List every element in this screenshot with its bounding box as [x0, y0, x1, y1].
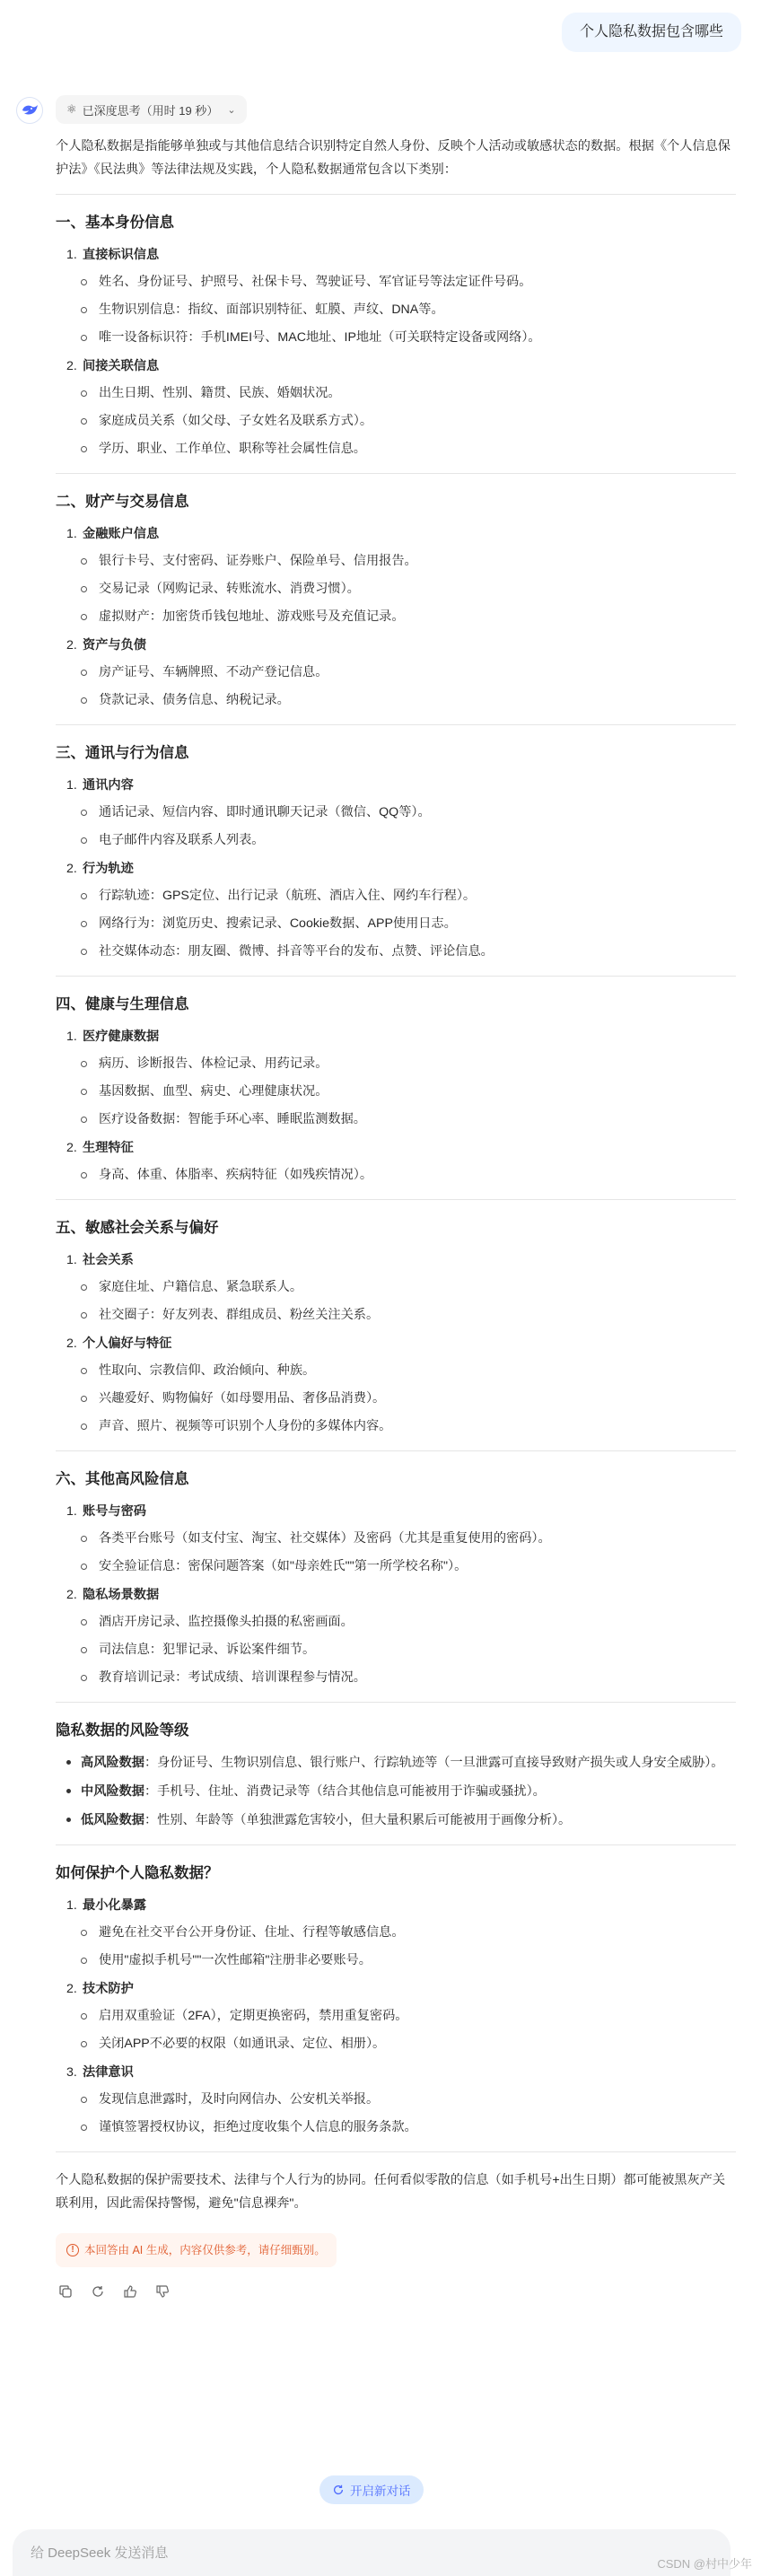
message-input[interactable] — [31, 2545, 479, 2561]
list-group-heading: 社会关系 — [83, 1253, 134, 1267]
list-number: 2. — [66, 1588, 77, 1602]
list-number: 1. — [66, 778, 77, 793]
new-chat-label: 开启新对话 — [350, 2484, 411, 2498]
deepseek-whale-icon — [21, 103, 39, 118]
category-section — [56, 741, 736, 963]
ai-notice — [56, 2233, 337, 2267]
list-item: 通话记录、短信内容、即时通讯聊天记录（微信、QQ等）。 — [56, 801, 736, 824]
divider — [56, 976, 736, 977]
list-group — [56, 243, 736, 267]
risk-label: 中风险数据 — [81, 1784, 144, 1799]
risk-label: 高风险数据 — [81, 1756, 144, 1770]
list-group — [56, 2061, 736, 2084]
list-item: 性取向、宗教信仰、政治倾向、种族。 — [56, 1359, 736, 1382]
sub-list — [56, 1359, 736, 1438]
list-group — [56, 1977, 736, 2001]
list-group-heading: 生理特征 — [83, 1141, 134, 1155]
list-item: 房产证号、车辆牌照、不动产登记信息。 — [56, 661, 736, 684]
sub-list — [56, 1052, 736, 1131]
list-item: 社交媒体动态：朋友圈、微博、抖音等平台的发布、点赞、评论信息。 — [56, 940, 736, 963]
sub-list — [56, 801, 736, 852]
refresh-chat-icon — [332, 2484, 345, 2496]
list-number: 1. — [66, 1898, 77, 1913]
message-input-box — [13, 2529, 731, 2576]
divider — [56, 194, 736, 195]
risk-text: ：手机号、住址、消费记录等（结合其他信息可能被用于诈骗或骚扰）。 — [144, 1784, 546, 1799]
info-icon: ! — [66, 2244, 79, 2256]
list-group — [56, 1136, 736, 1160]
closing-paragraph: 个人隐私数据的保护需要技术、法律与个人行为的协同。任何看似零散的信息（如手机号+出生日期）都可能被黑灰产关联利用，因此需保持警惕，避免"信息裸奔"。 — [56, 2173, 726, 2211]
category-section — [56, 1216, 736, 1438]
list-number: 2. — [66, 1336, 77, 1351]
list-item: 交易记录（网购记录、转账流水、消费习惯）。 — [56, 577, 736, 600]
list-group-heading: 隐私场景数据 — [83, 1588, 160, 1602]
deepseek-avatar — [16, 97, 43, 124]
sub-list — [56, 2004, 736, 2055]
list-item: 姓名、身份证号、护照号、社保卡号、驾驶证号、军官证号等法定证件号码。 — [56, 270, 736, 294]
list-group-heading: 直接标识信息 — [83, 248, 160, 262]
think-label: 已深度思考（用时 19 秒） — [82, 103, 219, 118]
sub-list — [56, 2088, 736, 2139]
risk-item — [56, 1751, 736, 1774]
category-section — [56, 993, 736, 1187]
atom-icon: ⚛ — [66, 102, 77, 116]
risk-item — [56, 1809, 736, 1832]
list-group — [56, 1332, 736, 1355]
list-item: 基因数据、血型、病史、心理健康状况。 — [56, 1080, 736, 1103]
section-title: 六、其他高风险信息 — [56, 1471, 189, 1487]
list-item: 家庭住址、户籍信息、紧急联系人。 — [56, 1275, 736, 1299]
list-group — [56, 774, 736, 797]
list-group — [56, 1894, 736, 1917]
list-number: 2. — [66, 1982, 77, 1996]
category-section — [56, 211, 736, 460]
user-message-bubble: 个人隐私数据包含哪些 — [562, 13, 741, 52]
new-chat-button[interactable] — [319, 2475, 424, 2504]
list-group — [56, 522, 736, 546]
sub-list — [56, 381, 736, 460]
list-number: 2. — [66, 638, 77, 653]
list-item: 身高、体重、体脂率、疾病特征（如残疾情况）。 — [56, 1163, 736, 1187]
list-item: 酒店开房记录、监控摄像头拍摄的私密画面。 — [56, 1610, 736, 1634]
list-number: 1. — [66, 248, 77, 262]
notice-text: 本回答由 AI 生成，内容仅供参考，请仔细甄别。 — [84, 2244, 326, 2256]
list-group-heading: 金融账户信息 — [83, 527, 160, 541]
risk-label: 低风险数据 — [81, 1813, 144, 1827]
list-item: 谨慎签署授权协议，拒绝过度收集个人信息的服务条款。 — [56, 2116, 736, 2139]
risk-text: ：性别、年龄等（单独泄露危害较小，但大量积累后可能被用于画像分析）。 — [144, 1813, 572, 1827]
sub-list — [56, 661, 736, 712]
list-item: 唯一设备标识符：手机IMEI号、MAC地址、IP地址（可关联特定设备或网络）。 — [56, 326, 736, 349]
assistant-response — [56, 135, 736, 2301]
deep-think-toggle[interactable] — [56, 95, 247, 124]
list-item: 电子邮件内容及联系人列表。 — [56, 828, 736, 852]
list-number: 2. — [66, 862, 77, 876]
list-item: 医疗设备数据：智能手环心率、睡眠监测数据。 — [56, 1108, 736, 1131]
list-group — [56, 1025, 736, 1048]
list-group — [56, 634, 736, 657]
list-group-heading: 间接关联信息 — [83, 359, 160, 373]
list-group — [56, 857, 736, 881]
risk-list — [56, 1751, 736, 1832]
sub-list — [56, 1921, 736, 1972]
list-group-heading: 资产与负债 — [83, 638, 146, 653]
list-group-heading: 个人偏好与特征 — [83, 1336, 172, 1351]
category-section — [56, 490, 736, 712]
list-item: 学历、职业、工作单位、职称等社会属性信息。 — [56, 437, 736, 460]
list-item: 发现信息泄露时，及时向网信办、公安机关举报。 — [56, 2088, 736, 2111]
sub-list — [56, 1610, 736, 1689]
divider — [56, 1702, 736, 1703]
list-item: 安全验证信息：密保问题答案（如"母亲姓氏""第一所学校名称"）。 — [56, 1555, 736, 1578]
list-item: 社交圈子：好友列表、群组成员、粉丝关注关系。 — [56, 1303, 736, 1327]
sub-list — [56, 1163, 736, 1187]
intro-paragraph: 个人隐私数据是指能够单独或与其他信息结合识别特定自然人身份、反映个人活动或敏感状态的数据。根据《个人信息保护法》《民法典》等法律法规及实践，个人隐私数据通常包含以下类别： — [56, 139, 731, 177]
list-number: 3. — [66, 2065, 77, 2080]
sub-list — [56, 549, 736, 628]
watermark: CSDN @村中少年 — [657, 2557, 752, 2571]
list-item: 出生日期、性别、籍贯、民族、婚姻状况。 — [56, 381, 736, 405]
sub-list — [56, 270, 736, 349]
list-number: 1. — [66, 527, 77, 541]
list-group-heading: 通讯内容 — [83, 778, 134, 793]
list-group-heading: 医疗健康数据 — [83, 1030, 160, 1044]
list-item: 关闭APP不必要的权限（如通讯录、定位、相册）。 — [56, 2032, 736, 2055]
list-number: 1. — [66, 1030, 77, 1044]
sub-list — [56, 884, 736, 963]
list-group-heading: 法律意识 — [83, 2065, 134, 2080]
list-item: 兴趣爱好、购物偏好（如母婴用品、奢侈品消费）。 — [56, 1387, 736, 1410]
list-item: 启用双重验证（2FA），定期更换密码，禁用重复密码。 — [56, 2004, 736, 2028]
list-item: 病历、诊断报告、体检记录、用药记录。 — [56, 1052, 736, 1075]
divider — [56, 2151, 736, 2152]
list-item: 使用"虚拟手机号""一次性邮箱"注册非必要账号。 — [56, 1949, 736, 1972]
list-number: 1. — [66, 1504, 77, 1519]
list-item: 虚拟财产：加密货币钱包地址、游戏账号及充值记录。 — [56, 605, 736, 628]
message-actions — [56, 2282, 736, 2301]
sub-list — [56, 1527, 736, 1578]
risk-item — [56, 1780, 736, 1803]
list-item: 各类平台账号（如支付宝、淘宝、社交媒体）及密码（尤其是重复使用的密码）。 — [56, 1527, 736, 1550]
list-item: 避免在社交平台公开身份证、住址、行程等敏感信息。 — [56, 1921, 736, 1944]
list-item: 银行卡号、支付密码、证券账户、保险单号、信用报告。 — [56, 549, 736, 573]
list-number: 1. — [66, 1253, 77, 1267]
category-section — [56, 1468, 736, 1689]
section-title: 二、财产与交易信息 — [56, 494, 189, 510]
section-title: 四、健康与生理信息 — [56, 996, 189, 1012]
list-group — [56, 1249, 736, 1272]
sub-list — [56, 1275, 736, 1327]
section-title: 一、基本身份信息 — [56, 215, 174, 231]
list-item: 贷款记录、债务信息、纳税记录。 — [56, 688, 736, 712]
list-group — [56, 1500, 736, 1523]
list-number: 2. — [66, 359, 77, 373]
list-group-heading: 技术防护 — [83, 1982, 134, 1996]
protect-title: 如何保护个人隐私数据？ — [56, 1865, 219, 1881]
regenerate-icon[interactable] — [88, 2282, 108, 2301]
divider — [56, 473, 736, 474]
divider — [56, 1199, 736, 1200]
divider — [56, 1450, 736, 1451]
list-item: 司法信息：犯罪记录、诉讼案件细节。 — [56, 1638, 736, 1661]
divider — [56, 724, 736, 725]
thumbs-down-icon[interactable] — [153, 2282, 172, 2301]
risk-title: 隐私数据的风险等级 — [56, 1722, 189, 1739]
list-group-heading: 账号与密码 — [83, 1504, 146, 1519]
list-item: 教育培训记录：考试成绩、培训课程参与情况。 — [56, 1666, 736, 1689]
section-title: 三、通讯与行为信息 — [56, 745, 189, 761]
copy-icon[interactable] — [56, 2282, 75, 2301]
divider — [56, 1844, 736, 1845]
list-item: 家庭成员关系（如父母、子女姓名及联系方式）。 — [56, 409, 736, 433]
list-number: 2. — [66, 1141, 77, 1155]
list-group-heading: 最小化暴露 — [83, 1898, 146, 1913]
section-title: 五、敏感社会关系与偏好 — [56, 1220, 219, 1236]
list-item: 网络行为：浏览历史、搜索记录、Cookie数据、APP使用日志。 — [56, 912, 736, 935]
list-group — [56, 1583, 736, 1607]
risk-text: ：身份证号、生物识别信息、银行账户、行踪轨迹等（一旦泄露可直接导致财产损失或人身安全威胁）。 — [144, 1756, 724, 1770]
list-item: 声音、照片、视频等可识别个人身份的多媒体内容。 — [56, 1415, 736, 1438]
thumbs-up-icon[interactable] — [120, 2282, 140, 2301]
list-item: 生物识别信息：指纹、面部识别特征、虹膜、声纹、DNA等。 — [56, 298, 736, 321]
list-item: 行踪轨迹：GPS定位、出行记录（航班、酒店入住、网约车行程）。 — [56, 884, 736, 907]
list-group-heading: 行为轨迹 — [83, 862, 134, 876]
chevron-down-icon: ⌄ — [227, 104, 236, 116]
list-group — [56, 355, 736, 378]
